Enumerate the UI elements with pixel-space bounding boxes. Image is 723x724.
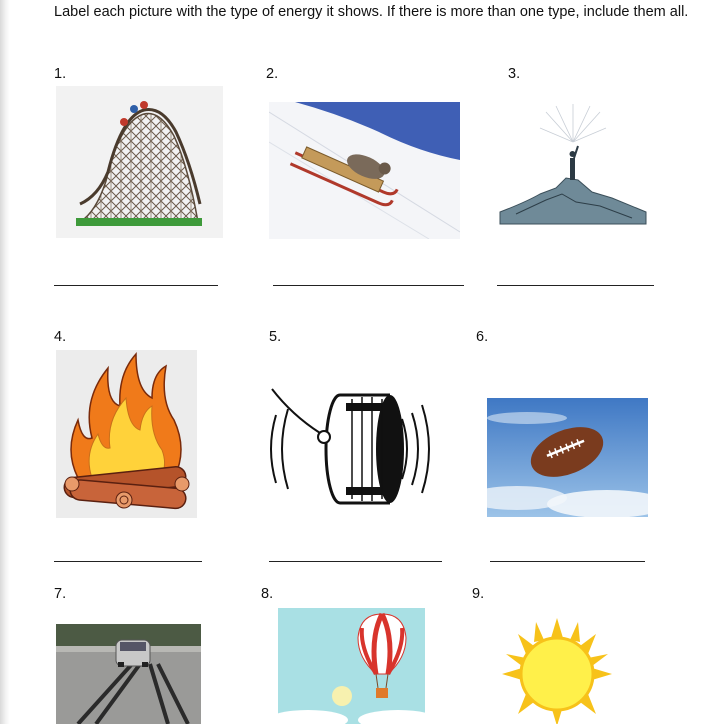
item-number-8: 8. bbox=[261, 586, 274, 602]
item-number-5: 5. bbox=[269, 329, 282, 345]
item-number-2: 2. bbox=[266, 66, 279, 82]
answer-line-2[interactable] bbox=[273, 285, 464, 286]
car-skid-picture bbox=[56, 624, 201, 724]
hot-air-balloon-picture bbox=[278, 608, 425, 724]
item-number-4: 4. bbox=[54, 329, 67, 345]
answer-line-6[interactable] bbox=[490, 561, 645, 562]
instructions-text: Label each picture with the type of energy it shows. If there is more than one type, include them all. bbox=[54, 4, 689, 20]
page-edge-shadow bbox=[0, 0, 10, 724]
answer-line-1[interactable] bbox=[54, 285, 218, 286]
item-number-9: 9. bbox=[472, 586, 485, 602]
answer-line-3[interactable] bbox=[497, 285, 654, 286]
football-picture bbox=[487, 398, 648, 517]
sled-picture bbox=[269, 102, 460, 239]
item-number-7: 7. bbox=[54, 586, 67, 602]
mountain-top-picture bbox=[496, 102, 650, 234]
answer-line-5[interactable] bbox=[269, 561, 442, 562]
item-number-3: 3. bbox=[508, 66, 521, 82]
campfire-picture bbox=[56, 350, 197, 518]
roller-coaster-picture bbox=[56, 86, 223, 238]
drum-picture bbox=[262, 385, 440, 513]
item-number-1: 1. bbox=[54, 66, 67, 82]
sun-picture bbox=[498, 616, 616, 724]
item-number-6: 6. bbox=[476, 329, 489, 345]
answer-line-4[interactable] bbox=[54, 561, 202, 562]
